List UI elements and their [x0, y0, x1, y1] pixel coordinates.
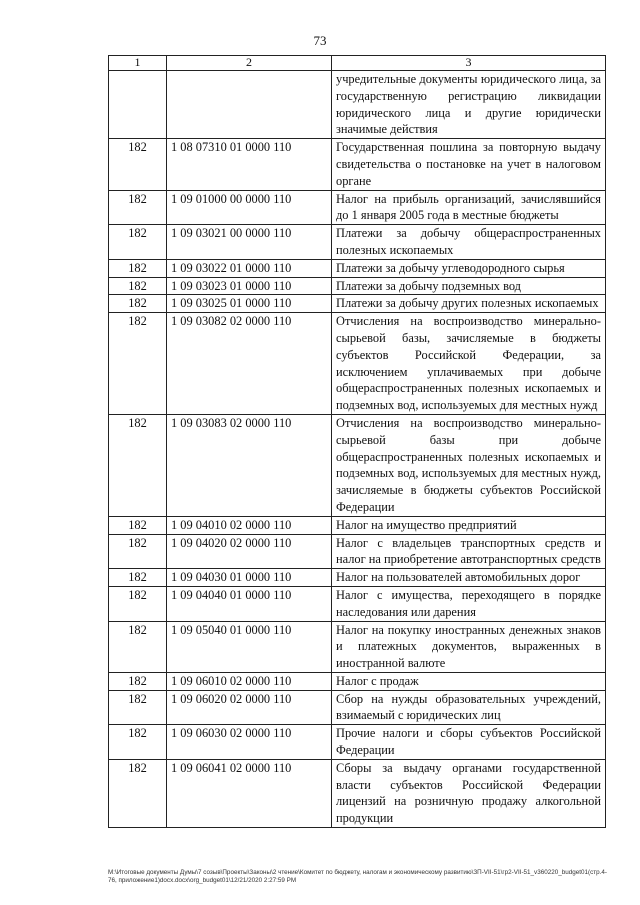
budget-code-cell: 1 09 03025 01 0000 110 — [167, 295, 332, 313]
budget-code-cell: 1 08 07310 01 0000 110 — [167, 139, 332, 190]
table-row — [109, 139, 606, 190]
admin-code-cell: 182 — [109, 190, 167, 225]
revenue-name-cell: Налог с владельцев транспортных средств и налог на приобретение автотранспортных средств — [332, 534, 606, 569]
revenue-name-cell: Налог с продаж — [332, 672, 606, 690]
revenue-name-cell: Платежи за добычу подземных вод — [332, 277, 606, 295]
admin-code-cell: 182 — [109, 516, 167, 534]
revenue-name-cell: Налог на пользователей автомобильных дорог — [332, 569, 606, 587]
budget-code-cell: 1 09 03082 02 0000 110 — [167, 313, 332, 415]
revenue-name-cell: Сбор на нужды образовательных учреждений, взимаемый с юридических лиц — [332, 690, 606, 725]
table-row — [109, 277, 606, 295]
admin-code-cell: 182 — [109, 690, 167, 725]
table-row — [109, 295, 606, 313]
table-row — [109, 71, 606, 139]
admin-code-cell: 182 — [109, 313, 167, 415]
budget-code-cell: 1 09 04030 01 0000 110 — [167, 569, 332, 587]
revenue-name-cell: Платежи за добычу общераспространенных полезных ископаемых — [332, 225, 606, 260]
budget-code-cell: 1 09 04040 01 0000 110 — [167, 586, 332, 621]
admin-code-cell: 182 — [109, 725, 167, 760]
admin-code-cell: 182 — [109, 759, 167, 827]
revenue-name-cell: Сборы за выдачу органами государственной власти субъектов Российской Федерации лицензий на розничную продажу алкогольной продукции — [332, 759, 606, 827]
budget-code-cell: 1 09 04020 02 0000 110 — [167, 534, 332, 569]
table-row — [109, 534, 606, 569]
revenue-name-cell: Прочие налоги и сборы субъектов Российской Федерации — [332, 725, 606, 760]
admin-code-cell: 182 — [109, 295, 167, 313]
revenue-name-cell: Государственная пошлина за повторную выдачу свидетельства о постановке на учет в налоговом органе — [332, 139, 606, 190]
header-col-3: 3 — [332, 56, 606, 71]
budget-code-cell: 1 09 03023 01 0000 110 — [167, 277, 332, 295]
budget-code-cell: 1 09 05040 01 0000 110 — [167, 621, 332, 672]
table-header-row — [109, 56, 606, 71]
budget-code-cell: 1 09 06041 02 0000 110 — [167, 759, 332, 827]
table-row — [109, 225, 606, 260]
budget-classification-table — [108, 55, 606, 828]
revenue-name-cell: Налог на имущество предприятий — [332, 516, 606, 534]
table-row — [109, 569, 606, 587]
table-row — [109, 621, 606, 672]
budget-code-cell: 1 09 06020 02 0000 110 — [167, 690, 332, 725]
table-row — [109, 672, 606, 690]
admin-code-cell: 182 — [109, 569, 167, 587]
admin-code-cell: 182 — [109, 414, 167, 516]
table-row — [109, 690, 606, 725]
admin-code-cell — [109, 71, 167, 139]
revenue-name-cell: Налог с имущества, переходящего в порядке наследования или дарения — [332, 586, 606, 621]
table-row — [109, 414, 606, 516]
revenue-name-cell: Налог на покупку иностранных денежных знаков и платежных документов, выраженных в иностранной валюте — [332, 621, 606, 672]
budget-code-cell — [167, 71, 332, 139]
admin-code-cell: 182 — [109, 139, 167, 190]
table-row — [109, 190, 606, 225]
revenue-name-cell: учредительные документы юридического лица, за государственную регистрацию ликвидации юридического лица и другие юридически значимые действия — [332, 71, 606, 139]
budget-code-cell: 1 09 03083 02 0000 110 — [167, 414, 332, 516]
document-path-footer: M:\Итоговые документы Думы\7 созыв\Проекты\Законы\2 чтение\Комитет по бюджету, налогам и экономическому развитию\ЗП-VII-51\гр2-VII-51_v360220_budget01(стр.4-76, приложение1)docx.docx\org_budget01\12/21/2020 2:27:59 PM — [108, 869, 607, 884]
header-col-2: 2 — [167, 56, 332, 71]
revenue-name-cell: Налог на прибыль организаций, зачислявшийся до 1 января 2005 года в местные бюджеты — [332, 190, 606, 225]
budget-code-cell: 1 09 03021 00 0000 110 — [167, 225, 332, 260]
budget-code-cell: 1 09 06010 02 0000 110 — [167, 672, 332, 690]
revenue-name-cell: Отчисления на воспроизводство минерально-сырьевой базы при добыче общераспространенных полезных ископаемых и подземных вод, используемых для местных нужд, зачисляемые в бюджеты субъектов Российской Федерации — [332, 414, 606, 516]
budget-code-cell: 1 09 04010 02 0000 110 — [167, 516, 332, 534]
budget-code-cell: 1 09 06030 02 0000 110 — [167, 725, 332, 760]
admin-code-cell: 182 — [109, 672, 167, 690]
admin-code-cell: 182 — [109, 277, 167, 295]
table-row — [109, 516, 606, 534]
budget-code-cell: 1 09 01000 00 0000 110 — [167, 190, 332, 225]
page-number: 73 — [313, 33, 327, 48]
table-row — [109, 586, 606, 621]
table-row — [109, 259, 606, 277]
revenue-name-cell: Платежи за добычу других полезных ископаемых — [332, 295, 606, 313]
table-row — [109, 759, 606, 827]
admin-code-cell: 182 — [109, 621, 167, 672]
admin-code-cell: 182 — [109, 259, 167, 277]
revenue-name-cell: Платежи за добычу углеводородного сырья — [332, 259, 606, 277]
admin-code-cell: 182 — [109, 534, 167, 569]
admin-code-cell: 182 — [109, 225, 167, 260]
table-row — [109, 725, 606, 760]
table-row — [109, 313, 606, 415]
header-col-1: 1 — [109, 56, 167, 71]
admin-code-cell: 182 — [109, 586, 167, 621]
revenue-name-cell: Отчисления на воспроизводство минерально-сырьевой базы, зачисляемые в бюджеты субъектов Российской Федерации, за исключением уплачиваемых при добыче общераспространенных полезных ископаемых и подземных вод, используемых для местных нужд — [332, 313, 606, 415]
budget-code-cell: 1 09 03022 01 0000 110 — [167, 259, 332, 277]
